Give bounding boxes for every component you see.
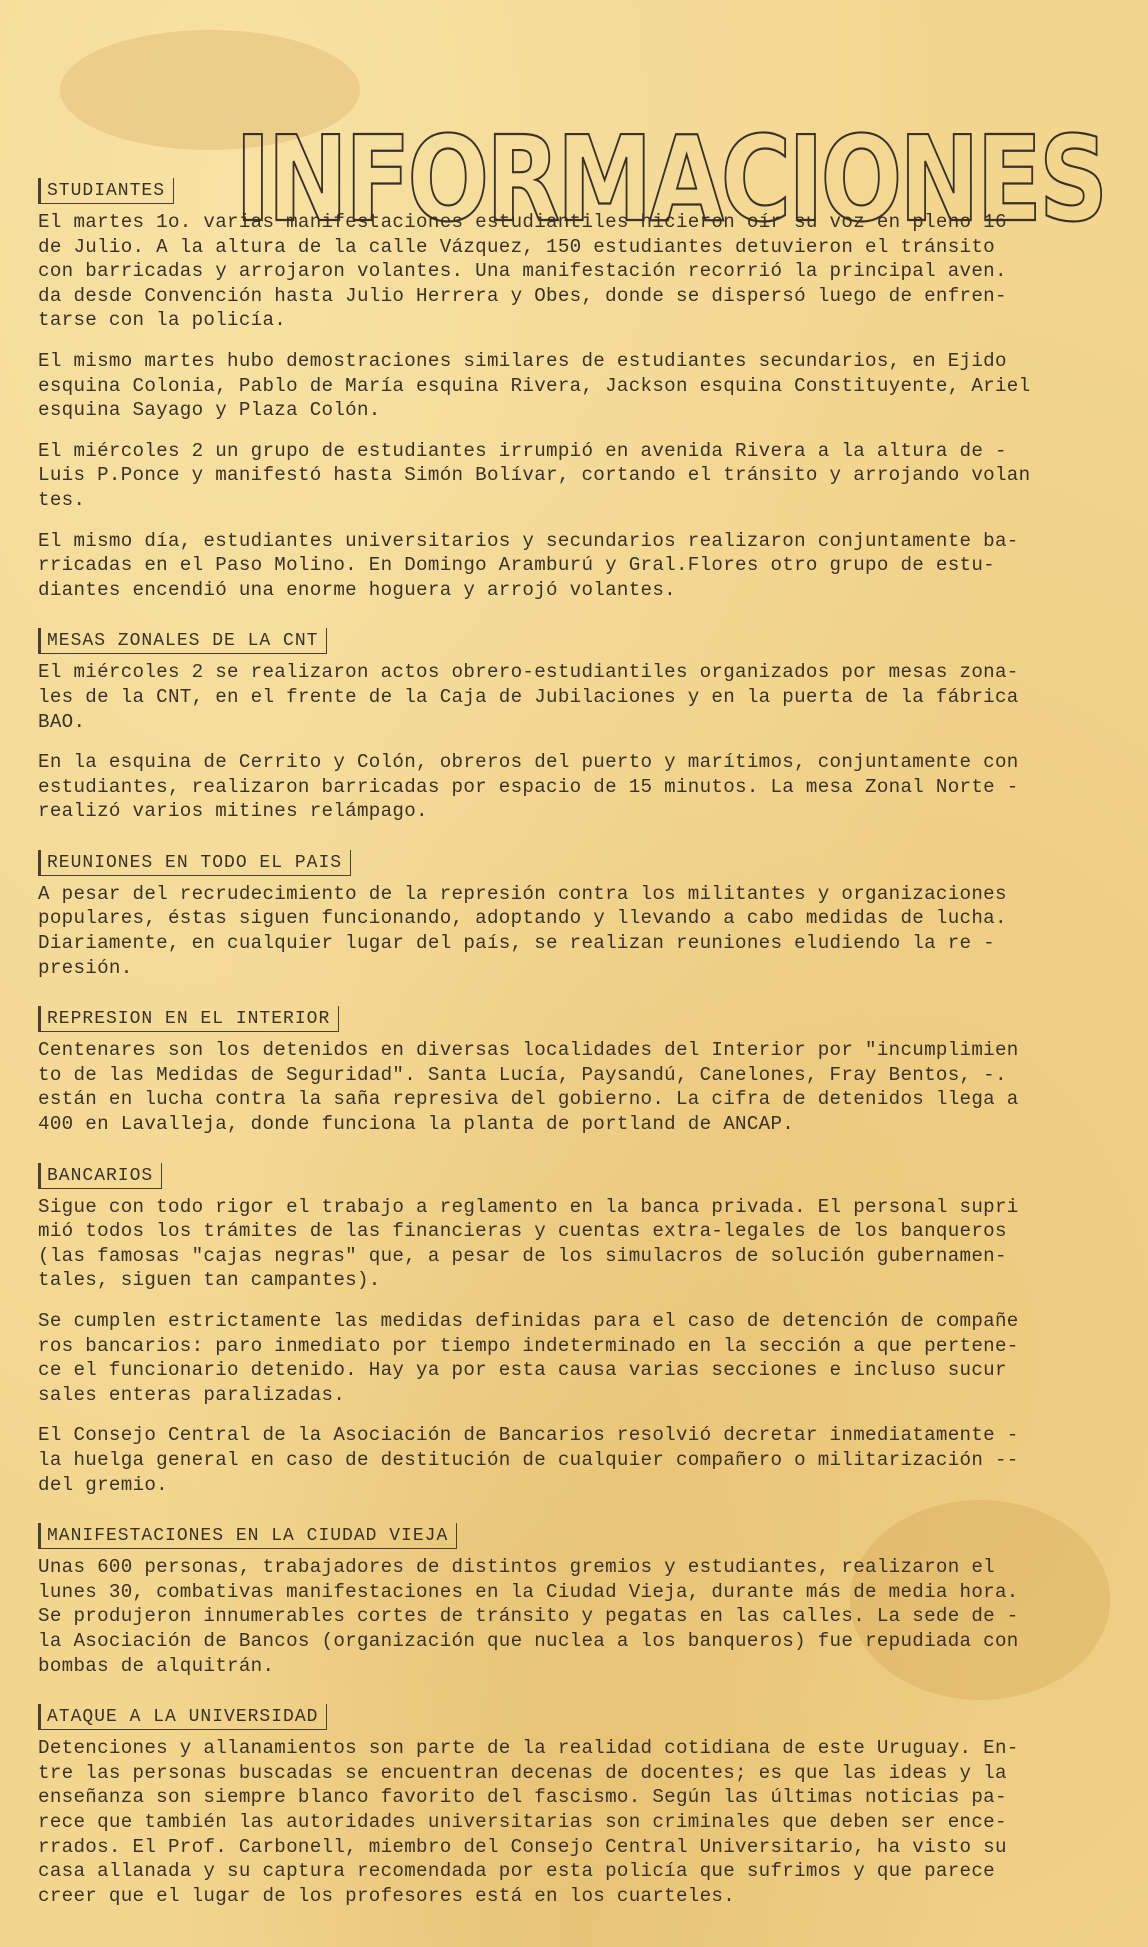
paragraph-line: Se cumplen estrictamente las medidas definidas para el caso de detención de compañe [38, 1310, 1019, 1332]
paragraph-line: lunes 30, combativas manifestaciones en la Ciudad Vieja, durante más de media hora. [38, 1580, 1019, 1603]
news-section [38, 1694, 1128, 1908]
paragraph-line: de Julio. A la altura de la calle Vázquez, 150 estudiantes detuvieron el tránsito [38, 235, 995, 258]
paragraph-line: están en lucha contra la saña represiva del gobierno. La cifra de detenidos llega a [38, 1088, 1019, 1111]
paragraph-line: El mismo día, estudiantes universitarios y secundarios realizaron conjuntamente ba- [38, 529, 1019, 552]
paragraph-line: rrados. El Prof. Carbonell, miembro del Consejo Central Universitario, ha visto su [38, 1835, 1007, 1858]
news-section [38, 1153, 1128, 1498]
paragraph-line: sales enteras paralizadas. [38, 1383, 346, 1406]
paragraph-line: (las famosas "cajas negras" que, a pesar de los simulacros de solución gubernamen- [38, 1244, 1007, 1267]
paragraph-line: esquina Colonia, Pablo de María esquina Rivera, Jackson esquina Constituyente, Ariel [38, 374, 1031, 397]
banner-title-text: INFORMACIONES [235, 120, 1105, 240]
paragraph-line: ros bancarios: paro inmediato por tiempo indeterminado en la sección a que pertene- [38, 1334, 1019, 1357]
paragraph-line: presión. [38, 956, 133, 979]
section-heading: MANIFESTACIONES EN LA CIUDAD VIEJA [38, 1523, 457, 1549]
section-paragraph [38, 439, 1128, 513]
paragraph-line: El mismo martes hubo demostraciones similares de estudiantes secundarios, en Ejido [38, 349, 1007, 372]
paragraph-line: Centenares son los detenidos en diversas localidades del Interior por "incumplimien [38, 1039, 1019, 1062]
paragraph-line: BAO. [38, 710, 86, 733]
paragraph-line: rece que también las autoridades universitarias son criminales que deben ser ence- [38, 1810, 1007, 1833]
paragraph-line: populares, éstas siguen funcionando, adoptando y llevando a cabo medidas de lucha. [38, 907, 1007, 930]
section-paragraph [38, 529, 1128, 603]
paragraph-line: El miércoles 2 un grupo de estudiantes irrumpió en avenida Rivera a la altura de - [38, 439, 1007, 462]
paragraph-line: les de la CNT, en el frente de la Caja de Jubilaciones y en la puerta de la fábrica [38, 685, 1019, 708]
news-section [38, 618, 1128, 824]
paragraph-line: to de las Medidas de Seguridad". Santa Lucía, Paysandú, Canelones, Fray Bentos, -. [38, 1063, 1007, 1086]
paragraph-line: da desde Convención hasta Julio Herrera y Obes, donde se dispersó luego de enfren- [38, 284, 1007, 307]
section-paragraph [38, 1555, 1128, 1678]
paragraph-line: la Asociación de Bancos (organización que nuclea a los banqueros) fue repudiada con [38, 1629, 1019, 1652]
section-paragraph [38, 660, 1128, 734]
paragraph-line: Diariamente, en cualquier lugar del país, se realizan reuniones eludiendo la re - [38, 932, 995, 955]
section-paragraph [38, 210, 1128, 333]
paragraph-line: El Consejo Central de la Asociación de Bancarios resolvió decretar inmediatamente - [38, 1424, 1019, 1447]
paragraph-line: 400 en Lavalleja, donde funciona la planta de portland de ANCAP. [38, 1113, 795, 1136]
news-section [38, 178, 1128, 602]
paragraph-line: esquina Sayago y Plaza Colón. [38, 399, 381, 422]
paragraph-line: enseñanza son siempre blanco favorito del fascismo. Según las últimas noticias pa- [38, 1786, 1007, 1809]
paragraph-line: A pesar del recrudecimiento de la represión contra los militantes y organizaciones [38, 882, 1007, 905]
section-heading: ATAQUE A LA UNIVERSIDAD [38, 1704, 327, 1730]
section-paragraph [38, 750, 1128, 824]
paragraph-line: El miércoles 2 se realizaron actos obrero-estudiantiles organizados por mesas zona- [38, 661, 1019, 684]
paragraph-line: ce el funcionario detenido. Hay ya por esta causa varias secciones e incluso sucur [38, 1359, 1007, 1382]
paragraph-line: realizó varios mitines relámpago. [38, 800, 428, 823]
section-paragraph [38, 1309, 1128, 1407]
paragraph-line: casa allanada y su captura recomendada por esta policía que sufrimos y que parece [38, 1860, 995, 1883]
paragraph-line: mió todos los trámites de las financieras y cuentas extra-legales de los banqueros [38, 1220, 1007, 1243]
paragraph-line: tes. [38, 488, 86, 511]
section-heading: STUDIANTES [38, 178, 174, 204]
news-section [38, 996, 1128, 1136]
article-body [38, 178, 1128, 1924]
paragraph-line: estudiantes, realizaron barricadas por espacio de 15 minutos. La mesa Zonal Norte - [38, 775, 1019, 798]
paragraph-line: rricadas en el Paso Molino. En Domingo Aramburú y Gral.Flores otro grupo de estu- [38, 554, 995, 577]
paragraph-line: tales, siguen tan campantes). [38, 1269, 381, 1292]
paragraph-line: Unas 600 personas, trabajadores de distintos gremios y estudiantes, realizaron el [38, 1556, 995, 1579]
paragraph-line: con barricadas y arrojaron volantes. Una manifestación recorrió la principal aven. [38, 260, 1007, 283]
paragraph-line: El martes 1o. varias manifestaciones estudiantiles hicieron oír su voz en pleno 16 [38, 211, 1007, 233]
section-paragraph [38, 1195, 1128, 1293]
section-heading: MESAS ZONALES DE LA CNT [38, 628, 327, 654]
paragraph-line: En la esquina de Cerrito y Colón, obreros del puerto y marítimos, conjuntamente con [38, 751, 1019, 774]
paragraph-line: del gremio. [38, 1473, 168, 1496]
section-heading: REUNIONES EN TODO EL PAIS [38, 850, 351, 876]
section-paragraph [38, 349, 1128, 423]
paragraph-line: Sigue con todo rigor el trabajo a reglamento en la banca privada. El personal supri [38, 1195, 1019, 1218]
paragraph-line: bombas de alquitrán. [38, 1654, 275, 1677]
section-paragraph [38, 882, 1128, 980]
section-paragraph [38, 1038, 1128, 1136]
section-heading: BANCARIOS [38, 1163, 162, 1189]
section-paragraph [38, 1423, 1128, 1497]
paragraph-line: tre las personas buscadas se encuentran decenas de docentes; es que las ideas y la [38, 1761, 1007, 1784]
news-section [38, 840, 1128, 980]
paragraph-line: tarse con la policía. [38, 309, 287, 332]
section-heading: REPRESION EN EL INTERIOR [38, 1006, 339, 1032]
paragraph-line: Luis P.Ponce y manifestó hasta Simón Bolívar, cortando el tránsito y arrojando volan [38, 464, 1031, 487]
paragraph-line: Detenciones y allanamientos son parte de la realidad cotidiana de este Uruguay. En- [38, 1737, 1019, 1760]
paragraph-line: la huelga general en caso de destitución de cualquier compañero o militarización -- [38, 1448, 1019, 1471]
paragraph-line: Se produjeron innumerables cortes de tránsito y pegatas en las calles. La sede de - [38, 1605, 1019, 1628]
news-section [38, 1513, 1128, 1678]
section-paragraph [38, 1736, 1128, 1908]
paragraph-line: creer que el lugar de los profesores está en los cuarteles. [38, 1884, 736, 1907]
paragraph-line: diantes encendió una enorme hoguera y arrojó volantes. [38, 578, 676, 601]
